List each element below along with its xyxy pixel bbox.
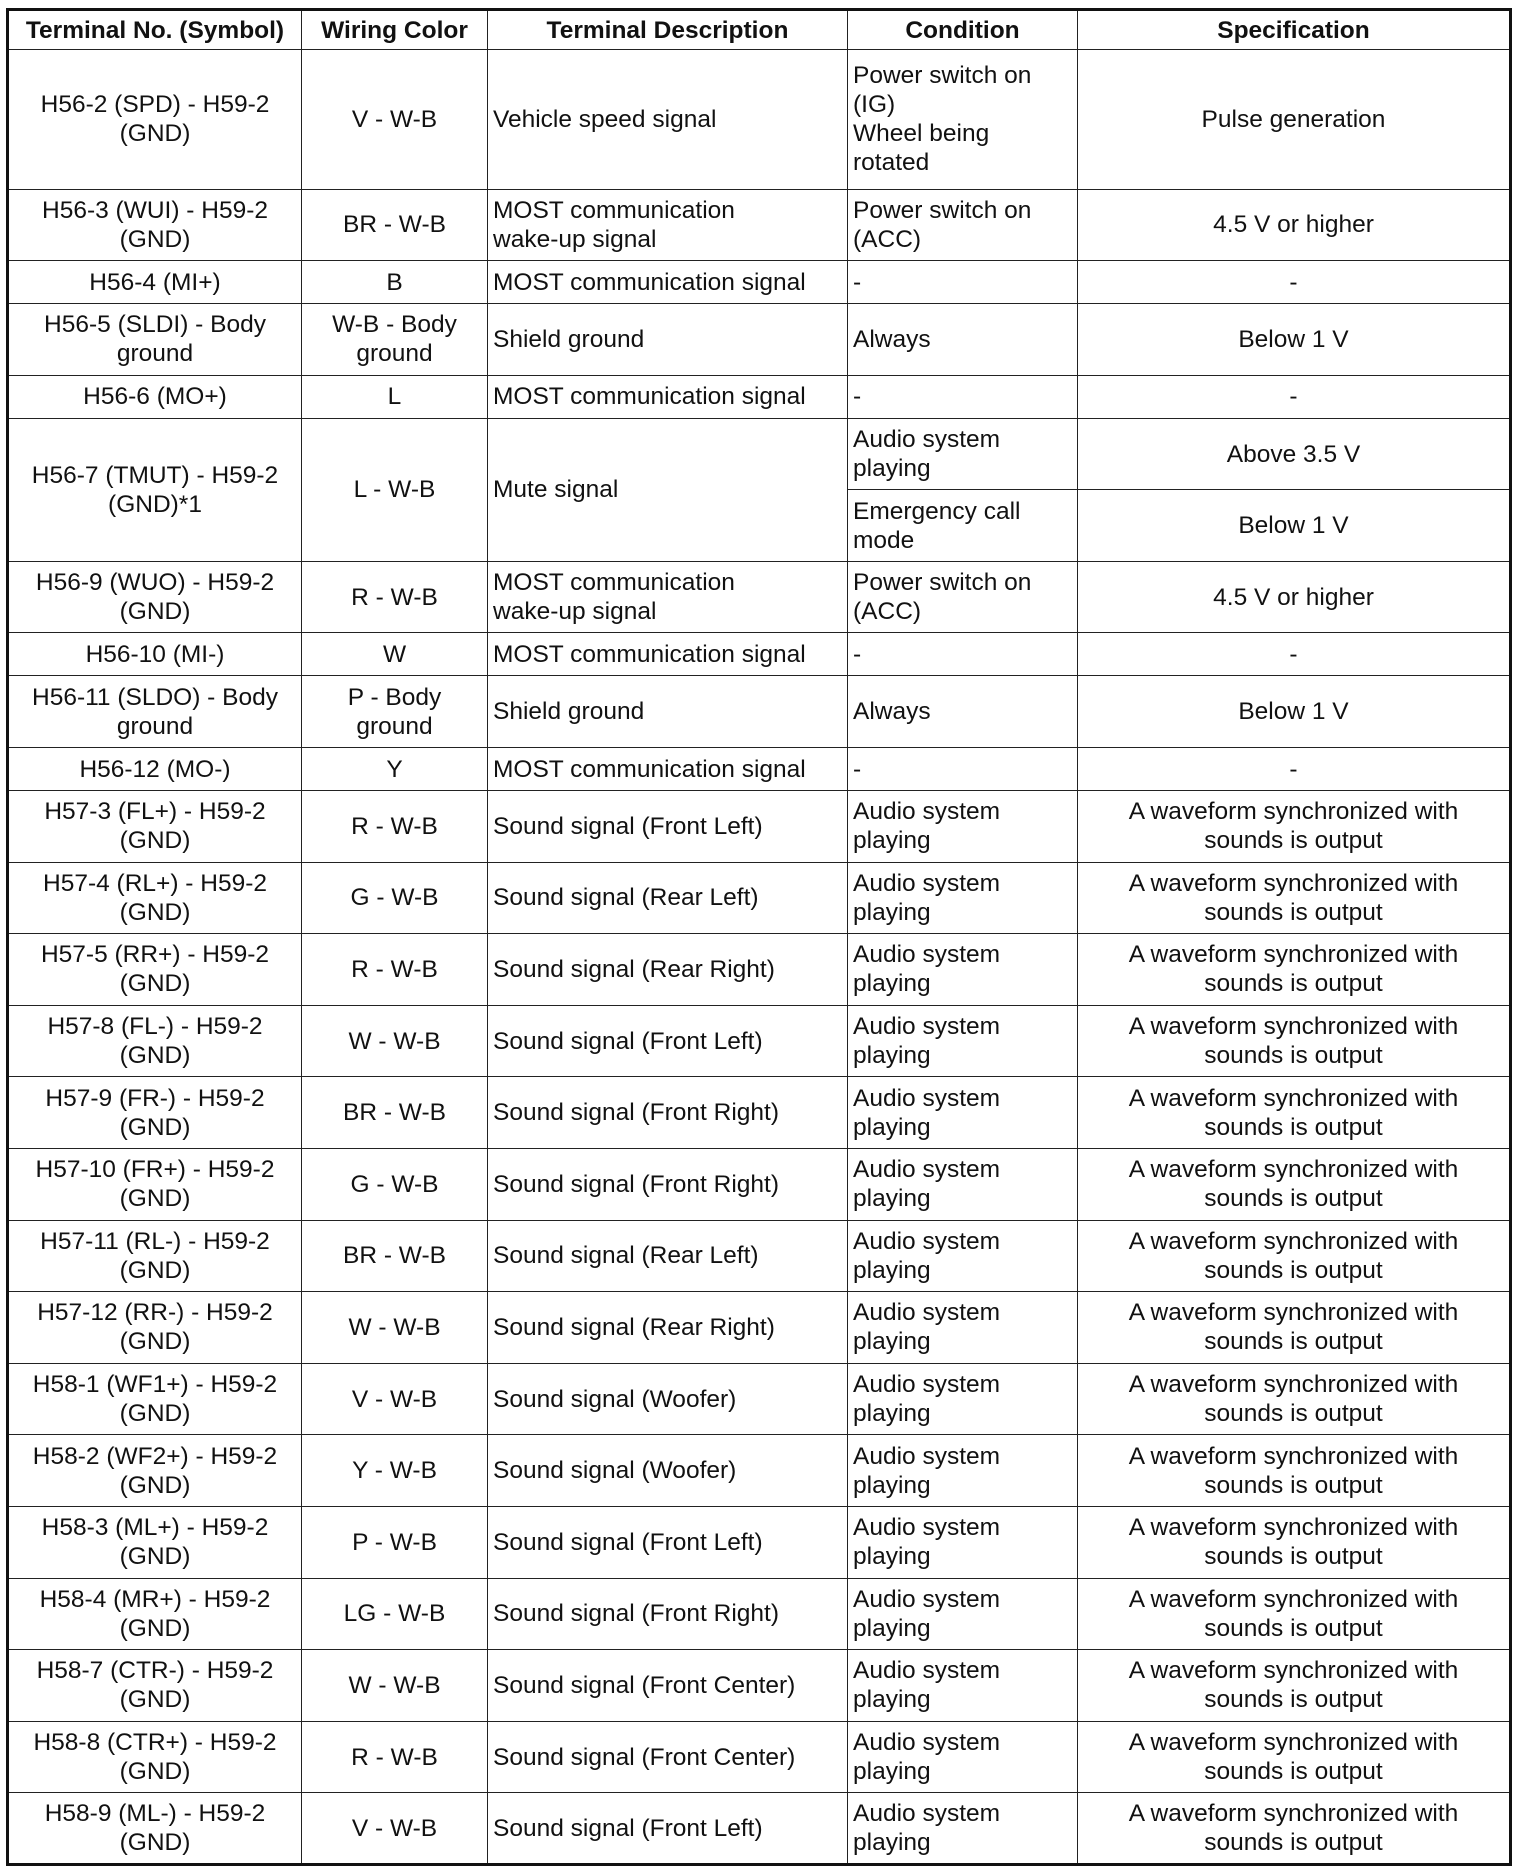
cell-description — [488, 189, 848, 261]
cell-condition-text: Audio system playing — [853, 1657, 1001, 1714]
table-row — [8, 790, 1511, 862]
cell-condition — [848, 189, 1078, 261]
cell-terminal-text: H56-3 (WUI) - H59-2 (GND) — [42, 196, 268, 253]
cell-specification-text: A waveform synchronized with sounds is output — [1128, 869, 1459, 926]
cell-wiring-color — [302, 1650, 488, 1722]
cell-description — [488, 1506, 848, 1578]
cell-specification — [1078, 748, 1511, 791]
cell-condition — [848, 1721, 1078, 1793]
header-condition: Condition — [848, 10, 1078, 50]
cell-terminal-text: H58-3 (ML+) - H59-2 (GND) — [41, 1514, 269, 1571]
cell-terminal — [8, 418, 302, 561]
cell-terminal-text: H56-2 (SPD) - H59-2 (GND) — [40, 91, 270, 148]
cell-condition-text: Audio system playing — [853, 1227, 1001, 1284]
cell-specification — [1078, 189, 1511, 261]
header-row — [8, 10, 1511, 50]
table-row — [8, 375, 1511, 418]
cell-terminal — [8, 1077, 302, 1149]
cell-wiring-color-text: BR - W-B — [343, 211, 446, 239]
cell-description-text: MOST communication wake-up signal — [493, 569, 735, 626]
cell-condition-text: - — [853, 383, 862, 411]
table-row — [8, 1506, 1511, 1578]
cell-terminal — [8, 50, 302, 190]
cell-terminal-text: H57-3 (FL+) - H59-2 (GND) — [44, 798, 266, 855]
cell-specification-text: - — [1289, 268, 1298, 296]
cell-terminal-text: H57-5 (RR+) - H59-2 (GND) — [40, 941, 270, 998]
cell-wiring-color-text: R - W-B — [351, 1743, 438, 1771]
cell-condition-text: Audio system playing — [853, 869, 1001, 926]
cell-terminal-text: H56-6 (MO+) — [83, 383, 227, 411]
cell-terminal-text: H57-10 (FR+) - H59-2 (GND) — [35, 1156, 275, 1213]
cell-specification-text: Pulse generation — [1201, 105, 1386, 133]
cell-description — [488, 375, 848, 418]
cell-condition-text: Audio system playing — [853, 1442, 1001, 1499]
cell-description-text: Sound signal (Rear Right) — [493, 1313, 775, 1341]
cell-terminal — [8, 1363, 302, 1435]
cell-terminal — [8, 189, 302, 261]
cell-specification — [1078, 1363, 1511, 1435]
cell-description — [488, 862, 848, 934]
cell-terminal-text: H56-7 (TMUT) - H59-2 (GND)*1 — [31, 461, 279, 518]
cell-specification — [1078, 1793, 1511, 1865]
cell-description — [488, 1005, 848, 1077]
cell-condition — [848, 1148, 1078, 1220]
cell-condition — [848, 418, 1078, 490]
cell-terminal-text: H56-11 (SLDO) - Body ground — [32, 683, 278, 740]
cell-description — [488, 1721, 848, 1793]
cell-specification — [1078, 261, 1511, 304]
cell-condition-text: Audio system playing — [853, 426, 1001, 482]
cell-condition — [848, 748, 1078, 791]
table-row — [8, 862, 1511, 934]
table-row — [8, 934, 1511, 1006]
cell-specification-text: Below 1 V — [1238, 698, 1349, 726]
table-row — [8, 1077, 1511, 1149]
cell-wiring-color-text: Y — [386, 755, 403, 783]
header-specification: Specification — [1078, 10, 1511, 50]
cell-specification-text: A waveform synchronized with sounds is output — [1128, 1299, 1459, 1356]
cell-specification-text: A waveform synchronized with sounds is output — [1128, 1800, 1459, 1857]
cell-wiring-color-text: V - W-B — [351, 105, 438, 133]
cell-wiring-color — [302, 934, 488, 1006]
cell-terminal — [8, 748, 302, 791]
cell-description-text: MOST communication signal — [493, 755, 806, 783]
cell-description — [488, 1292, 848, 1364]
cell-condition — [848, 633, 1078, 676]
cell-specification — [1078, 50, 1511, 190]
table-row — [8, 633, 1511, 676]
cell-specification — [1078, 418, 1511, 490]
table-row — [8, 50, 1511, 190]
cell-condition — [848, 1506, 1078, 1578]
cell-specification — [1078, 1292, 1511, 1364]
cell-terminal-text: H58-2 (WF2+) - H59-2 (GND) — [32, 1442, 278, 1499]
cell-terminal-text: H57-8 (FL-) - H59-2 (GND) — [47, 1013, 263, 1070]
cell-description — [488, 790, 848, 862]
cell-wiring-color-text: V - W-B — [351, 1385, 438, 1413]
cell-condition — [848, 50, 1078, 190]
cell-terminal-text: H57-11 (RL-) - H59-2 (GND) — [40, 1227, 270, 1284]
cell-terminal-text: H58-8 (CTR+) - H59-2 (GND) — [33, 1729, 277, 1785]
cell-condition-text: Audio system playing — [853, 1299, 1001, 1356]
cell-terminal-text: H56-5 (SLDI) - Body ground — [44, 311, 266, 368]
cell-terminal — [8, 1005, 302, 1077]
cell-description-text: Sound signal (Rear Left) — [493, 884, 759, 912]
cell-description — [488, 1435, 848, 1507]
cell-description-text: Sound signal (Woofer) — [493, 1385, 737, 1413]
cell-terminal-text: H56-10 (MI-) — [85, 640, 225, 668]
cell-condition — [848, 790, 1078, 862]
cell-description — [488, 934, 848, 1006]
cell-condition-text: Power switch on (ACC) — [853, 196, 1032, 253]
cell-description-text: MOST communication wake-up signal — [493, 196, 735, 253]
cell-wiring-color — [302, 1077, 488, 1149]
cell-terminal — [8, 862, 302, 934]
cell-specification — [1078, 561, 1511, 633]
cell-wiring-color — [302, 189, 488, 261]
cell-specification — [1078, 1506, 1511, 1578]
cell-specification — [1078, 633, 1511, 676]
cell-condition — [848, 934, 1078, 1006]
cell-wiring-color-text: W - W-B — [348, 1671, 441, 1699]
table-row — [8, 561, 1511, 633]
cell-description — [488, 633, 848, 676]
cell-condition — [848, 1292, 1078, 1364]
cell-condition — [848, 1005, 1078, 1077]
cell-specification-text: 4.5 V or higher — [1213, 583, 1374, 611]
cell-condition — [848, 375, 1078, 418]
cell-description-text: MOST communication signal — [493, 640, 806, 668]
cell-condition — [848, 261, 1078, 304]
cell-condition-text: Audio system playing — [853, 798, 1001, 855]
cell-specification-text: A waveform synchronized with sounds is output — [1128, 1514, 1459, 1571]
table-row — [8, 1292, 1511, 1364]
cell-terminal — [8, 1435, 302, 1507]
cell-description-text: Sound signal (Front Right) — [493, 1099, 779, 1127]
cell-description-text: Sound signal (Woofer) — [493, 1457, 737, 1485]
header-terminal-description: Terminal Description — [488, 10, 848, 50]
cell-specification-text: A waveform synchronized with sounds is output — [1128, 941, 1459, 998]
table-body — [8, 50, 1511, 1865]
cell-condition-text: Always — [853, 698, 931, 726]
cell-terminal — [8, 1506, 302, 1578]
cell-description — [488, 1220, 848, 1292]
cell-wiring-color-text: G - W-B — [350, 884, 439, 912]
cell-wiring-color — [302, 1793, 488, 1865]
table-row — [8, 304, 1511, 376]
cell-specification — [1078, 1435, 1511, 1507]
cell-specification — [1078, 934, 1511, 1006]
table-row — [8, 1578, 1511, 1650]
cell-specification — [1078, 862, 1511, 934]
cell-condition — [848, 862, 1078, 934]
cell-description-text: Sound signal (Front Right) — [493, 1170, 779, 1198]
cell-specification — [1078, 790, 1511, 862]
table-row — [8, 1148, 1511, 1220]
cell-terminal — [8, 1721, 302, 1793]
cell-description-text: Sound signal (Front Left) — [493, 1528, 763, 1556]
cell-description — [488, 261, 848, 304]
cell-specification-text: A waveform synchronized with sounds is output — [1128, 1585, 1459, 1642]
header-wiring-color: Wiring Color — [302, 10, 488, 50]
cell-condition — [848, 1650, 1078, 1722]
cell-condition-text: Audio system playing — [853, 1013, 1001, 1070]
cell-specification-text: A waveform synchronized with sounds is output — [1128, 1442, 1459, 1499]
table-row — [8, 1005, 1511, 1077]
cell-specification — [1078, 304, 1511, 376]
cell-wiring-color — [302, 418, 488, 561]
cell-wiring-color-text: R - W-B — [351, 812, 438, 840]
cell-specification-text: A waveform synchronized with sounds is output — [1128, 798, 1459, 855]
cell-wiring-color-text: W-B - Body ground — [332, 311, 457, 368]
cell-condition-text: - — [853, 268, 862, 296]
cell-wiring-color-text: BR - W-B — [343, 1242, 446, 1270]
cell-condition — [848, 1220, 1078, 1292]
cell-terminal-text: H57-12 (RR-) - H59-2 (GND) — [37, 1299, 273, 1356]
cell-description-text: Sound signal (Front Center) — [493, 1671, 796, 1699]
cell-terminal-text: H56-9 (WUO) - H59-2 (GND) — [35, 569, 275, 626]
cell-description — [488, 1148, 848, 1220]
cell-specification — [1078, 375, 1511, 418]
cell-specification-text: Below 1 V — [1238, 512, 1349, 540]
cell-specification-text: A waveform synchronized with sounds is output — [1128, 1156, 1459, 1213]
cell-wiring-color-text: L — [387, 383, 402, 411]
cell-specification — [1078, 1721, 1511, 1793]
table-row — [8, 748, 1511, 791]
cell-wiring-color-text: P - W-B — [352, 1528, 437, 1556]
cell-condition-text: Always — [853, 325, 931, 353]
cell-condition — [848, 1363, 1078, 1435]
cell-description — [488, 676, 848, 748]
cell-terminal-text: H57-9 (FR-) - H59-2 (GND) — [45, 1084, 265, 1141]
cell-terminal-text: H57-4 (RL+) - H59-2 (GND) — [43, 869, 267, 926]
cell-condition-text: Power switch on (ACC) — [853, 569, 1032, 626]
cell-condition-text: Audio system playing — [853, 1514, 1001, 1571]
cell-description — [488, 1578, 848, 1650]
cell-wiring-color-text: L - W-B — [353, 476, 436, 504]
cell-specification-text: A waveform synchronized with sounds is output — [1128, 1729, 1459, 1785]
cell-wiring-color — [302, 676, 488, 748]
cell-terminal — [8, 790, 302, 862]
cell-condition — [848, 1793, 1078, 1865]
table-row — [8, 1435, 1511, 1507]
cell-condition-text: Audio system playing — [853, 1585, 1001, 1642]
cell-specification-text: A waveform synchronized with sounds is output — [1128, 1227, 1459, 1284]
cell-description — [488, 1077, 848, 1149]
cell-wiring-color — [302, 1005, 488, 1077]
cell-description — [488, 1363, 848, 1435]
cell-terminal — [8, 1220, 302, 1292]
cell-condition — [848, 1578, 1078, 1650]
cell-specification — [1078, 490, 1511, 562]
cell-condition — [848, 561, 1078, 633]
table-row — [8, 676, 1511, 748]
cell-terminal-text: H56-4 (MI+) — [89, 268, 221, 296]
table-row — [8, 1363, 1511, 1435]
cell-terminal — [8, 304, 302, 376]
cell-condition — [848, 1077, 1078, 1149]
header-terminal: Terminal No. (Symbol) — [8, 10, 302, 50]
cell-wiring-color-text: W - W-B — [348, 1313, 441, 1341]
cell-description-text: Mute signal — [493, 476, 619, 504]
cell-condition-text: Audio system playing — [853, 1729, 1001, 1785]
cell-specification — [1078, 676, 1511, 748]
cell-terminal-text: H58-7 (CTR-) - H59-2 (GND) — [36, 1657, 274, 1714]
cell-wiring-color-text: W — [382, 640, 407, 668]
cell-specification — [1078, 1077, 1511, 1149]
cell-specification-text: A waveform synchronized with sounds is output — [1128, 1371, 1459, 1428]
cell-condition-text: Audio system playing — [853, 1800, 1001, 1857]
cell-wiring-color-text: R - W-B — [351, 583, 438, 611]
cell-terminal — [8, 1148, 302, 1220]
cell-description-text: Shield ground — [493, 698, 645, 726]
table-row — [8, 1220, 1511, 1292]
cell-terminal — [8, 934, 302, 1006]
cell-description — [488, 748, 848, 791]
table-row — [8, 189, 1511, 261]
cell-description-text: Sound signal (Front Left) — [493, 812, 763, 840]
cell-specification — [1078, 1148, 1511, 1220]
cell-description-text: Sound signal (Front Left) — [493, 1027, 763, 1055]
cell-specification-text: Below 1 V — [1238, 325, 1349, 353]
cell-terminal — [8, 561, 302, 633]
cell-terminal — [8, 1793, 302, 1865]
cell-condition — [848, 1435, 1078, 1507]
cell-terminal-text: H58-9 (ML-) - H59-2 (GND) — [44, 1800, 266, 1857]
cell-condition-text: Audio system playing — [853, 1084, 1001, 1141]
table-row — [8, 418, 1511, 490]
cell-specification — [1078, 1005, 1511, 1077]
cell-wiring-color-text: BR - W-B — [343, 1099, 446, 1127]
cell-terminal — [8, 375, 302, 418]
table-row — [8, 1650, 1511, 1722]
cell-wiring-color — [302, 1506, 488, 1578]
cell-wiring-color-text: B — [386, 268, 403, 296]
cell-wiring-color — [302, 862, 488, 934]
cell-terminal — [8, 261, 302, 304]
terminal-spec-table — [6, 8, 1512, 1866]
cell-terminal — [8, 676, 302, 748]
cell-wiring-color — [302, 790, 488, 862]
cell-specification — [1078, 1220, 1511, 1292]
cell-wiring-color — [302, 375, 488, 418]
cell-specification-text: A waveform synchronized with sounds is output — [1128, 1084, 1459, 1141]
cell-description — [488, 1650, 848, 1722]
cell-condition-text: - — [853, 640, 862, 668]
cell-wiring-color — [302, 1363, 488, 1435]
cell-condition-text: Audio system playing — [853, 1371, 1001, 1428]
cell-terminal — [8, 633, 302, 676]
cell-terminal — [8, 1578, 302, 1650]
cell-wiring-color-text: Y - W-B — [352, 1457, 437, 1485]
cell-description-text: Vehicle speed signal — [493, 105, 717, 133]
cell-terminal-text: H58-4 (MR+) - H59-2 (GND) — [39, 1585, 271, 1642]
cell-specification-text: - — [1289, 640, 1298, 668]
cell-description-text: Shield ground — [493, 325, 645, 353]
cell-wiring-color — [302, 748, 488, 791]
table-row — [8, 1793, 1511, 1865]
cell-description — [488, 1793, 848, 1865]
cell-description-text: Sound signal (Front Right) — [493, 1600, 779, 1628]
cell-condition-text: Audio system playing — [853, 1156, 1001, 1213]
cell-condition-text: Power switch on (IG) Wheel being rotated — [853, 62, 1032, 177]
cell-description-text: MOST communication signal — [493, 268, 806, 296]
cell-description-text: Sound signal (Front Center) — [493, 1743, 796, 1771]
cell-wiring-color — [302, 1721, 488, 1793]
cell-specification — [1078, 1578, 1511, 1650]
table-row — [8, 1721, 1511, 1793]
cell-wiring-color — [302, 304, 488, 376]
cell-wiring-color — [302, 1292, 488, 1364]
cell-description-text: Sound signal (Front Left) — [493, 1814, 763, 1842]
cell-specification-text: A waveform synchronized with sounds is output — [1128, 1013, 1459, 1070]
cell-specification-text: - — [1289, 755, 1298, 783]
cell-condition-text: - — [853, 755, 862, 783]
cell-wiring-color — [302, 261, 488, 304]
cell-condition — [848, 676, 1078, 748]
cell-condition — [848, 490, 1078, 562]
cell-wiring-color-text: P - Body ground — [347, 683, 442, 740]
cell-wiring-color — [302, 1435, 488, 1507]
cell-description — [488, 418, 848, 561]
cell-wiring-color — [302, 1578, 488, 1650]
cell-wiring-color-text: R - W-B — [351, 955, 438, 983]
cell-terminal — [8, 1650, 302, 1722]
cell-specification-text: Above 3.5 V — [1226, 440, 1361, 468]
cell-wiring-color — [302, 50, 488, 190]
cell-terminal — [8, 1292, 302, 1364]
cell-wiring-color-text: W - W-B — [348, 1027, 441, 1055]
cell-wiring-color-text: V - W-B — [351, 1814, 438, 1842]
cell-description — [488, 561, 848, 633]
cell-condition — [848, 304, 1078, 376]
cell-terminal-text: H58-1 (WF1+) - H59-2 (GND) — [32, 1371, 278, 1428]
cell-condition-text: Emergency call mode — [853, 497, 1021, 554]
cell-specification-text: - — [1289, 383, 1298, 411]
cell-wiring-color — [302, 1220, 488, 1292]
table-row — [8, 261, 1511, 304]
cell-specification — [1078, 1650, 1511, 1722]
cell-wiring-color-text: LG - W-B — [343, 1600, 446, 1628]
cell-specification-text: 4.5 V or higher — [1213, 211, 1374, 239]
cell-wiring-color — [302, 633, 488, 676]
cell-description-text: MOST communication signal — [493, 383, 806, 411]
cell-specification-text: A waveform synchronized with sounds is output — [1128, 1657, 1459, 1714]
cell-description-text: Sound signal (Rear Left) — [493, 1242, 759, 1270]
cell-wiring-color — [302, 561, 488, 633]
cell-description — [488, 304, 848, 376]
cell-wiring-color — [302, 1148, 488, 1220]
cell-condition-text: Audio system playing — [853, 941, 1001, 998]
cell-terminal-text: H56-12 (MO-) — [79, 755, 231, 783]
cell-description-text: Sound signal (Rear Right) — [493, 955, 775, 983]
cell-wiring-color-text: G - W-B — [350, 1170, 439, 1198]
cell-description — [488, 50, 848, 190]
